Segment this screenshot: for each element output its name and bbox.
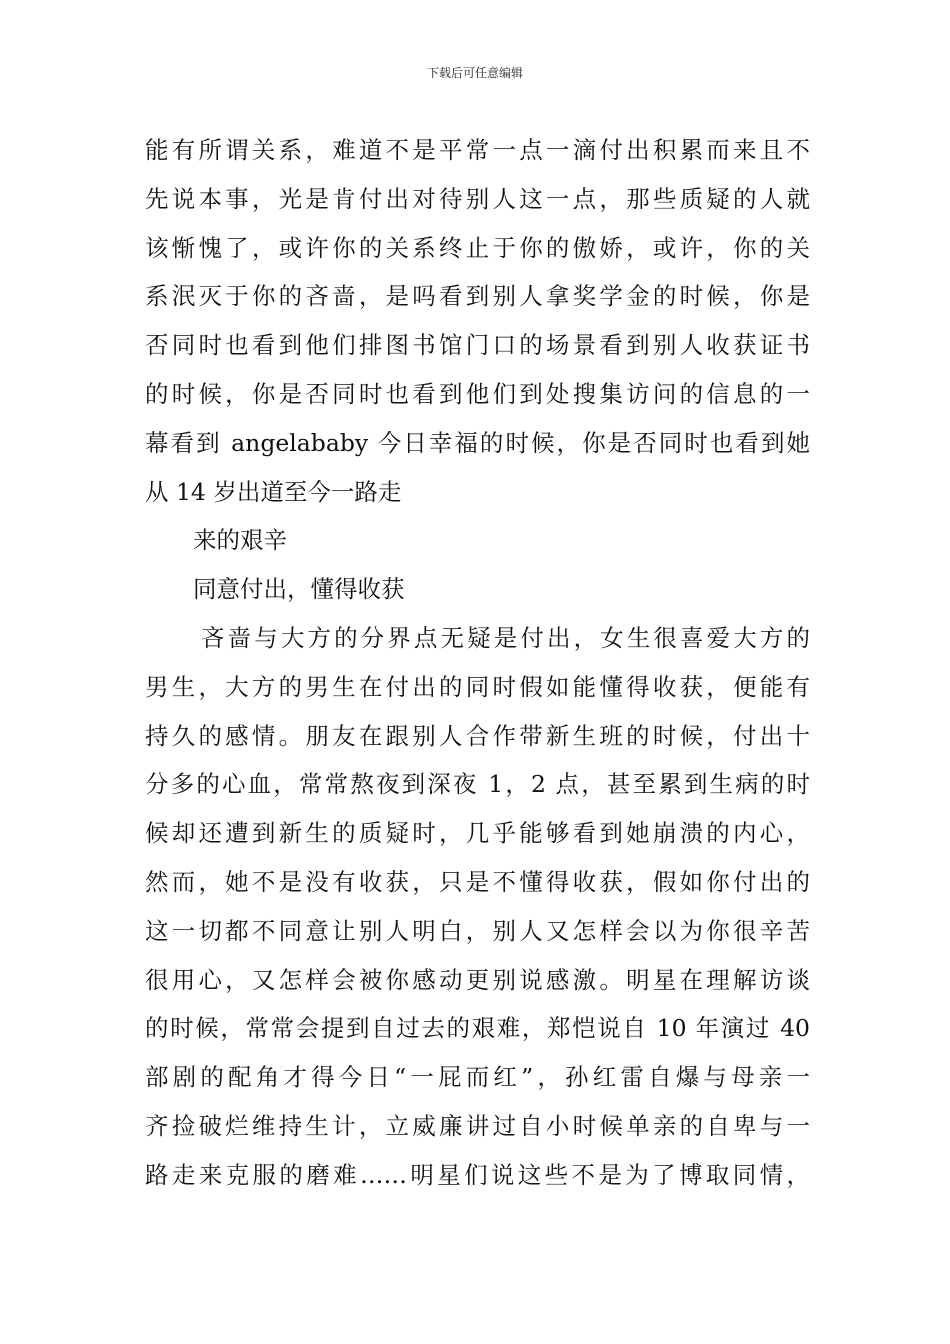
text-line: 从 14 岁出道至今一路走 bbox=[145, 477, 402, 506]
text-line: 能有所谓关系，难道不是平常一点一滴付出积累而来且不 bbox=[145, 136, 810, 164]
text-line: 先说本事，光是肯付出对待别人这一点，那些质疑的人就 bbox=[145, 184, 810, 213]
document-body bbox=[145, 126, 810, 1200]
text-line: 路走来克服的磨难……明星们说这些不是为了博取同情， bbox=[145, 1160, 810, 1189]
text-line: 系泯灭于你的吝啬，是吗看到别人拿奖学金的时候，你是 bbox=[145, 282, 810, 311]
text-line: 的时候，常常会提到自过去的艰难，郑恺说自 10 年演过 40 bbox=[145, 1014, 810, 1043]
text-line: 的时候，你是否同时也看到他们到处搜集访问的信息的一 bbox=[145, 379, 810, 408]
text-line: 候却还遭到新生的质疑时，几乎能够看到她崩溃的内心， bbox=[145, 819, 810, 848]
text-line: 来的艰辛 bbox=[193, 526, 287, 555]
text-line: 分多的心血，常常熬夜到深夜 1，2 点，甚至累到生病的时 bbox=[145, 770, 810, 799]
text-line: 男生，大方的男生在付出的同时假如能懂得收获，便能有 bbox=[145, 672, 810, 701]
page-header: 下载后可任意编辑 bbox=[426, 66, 523, 80]
text-line: 否同时也看到他们排图书馆门口的场景看到别人收获证书 bbox=[145, 331, 810, 360]
text-line: 幕看到 angelababy 今日幸福的时候，你是否同时也看到她 bbox=[145, 428, 810, 457]
text-line: 然而，她不是没有收获，只是不懂得收获，假如你付出的 bbox=[145, 867, 810, 896]
text-line: 很用心，又怎样会被你感动更别说感激。明星在理解访谈 bbox=[145, 965, 810, 994]
text-line: 吝啬与大方的分界点无疑是付出，女生很喜爱大方的 bbox=[201, 623, 810, 652]
text-line: 这一切都不同意让别人明白，别人又怎样会以为你很辛苦 bbox=[145, 916, 810, 945]
text-line: 部剧的配角才得今日“一屁而红”，孙红雷自爆与母亲一 bbox=[145, 1063, 810, 1092]
text-line: 持久的感情。朋友在跟别人合作带新生班的时候，付出十 bbox=[145, 721, 810, 750]
text-line: 该惭愧了，或许你的关系终止于你的傲娇，或许，你的关 bbox=[145, 233, 810, 262]
section-heading: 同意付出，懂得收获 bbox=[193, 575, 405, 604]
text-line: 齐捡破烂维持生计，立威廉讲过自小时候单亲的自卑与一 bbox=[145, 1111, 810, 1140]
